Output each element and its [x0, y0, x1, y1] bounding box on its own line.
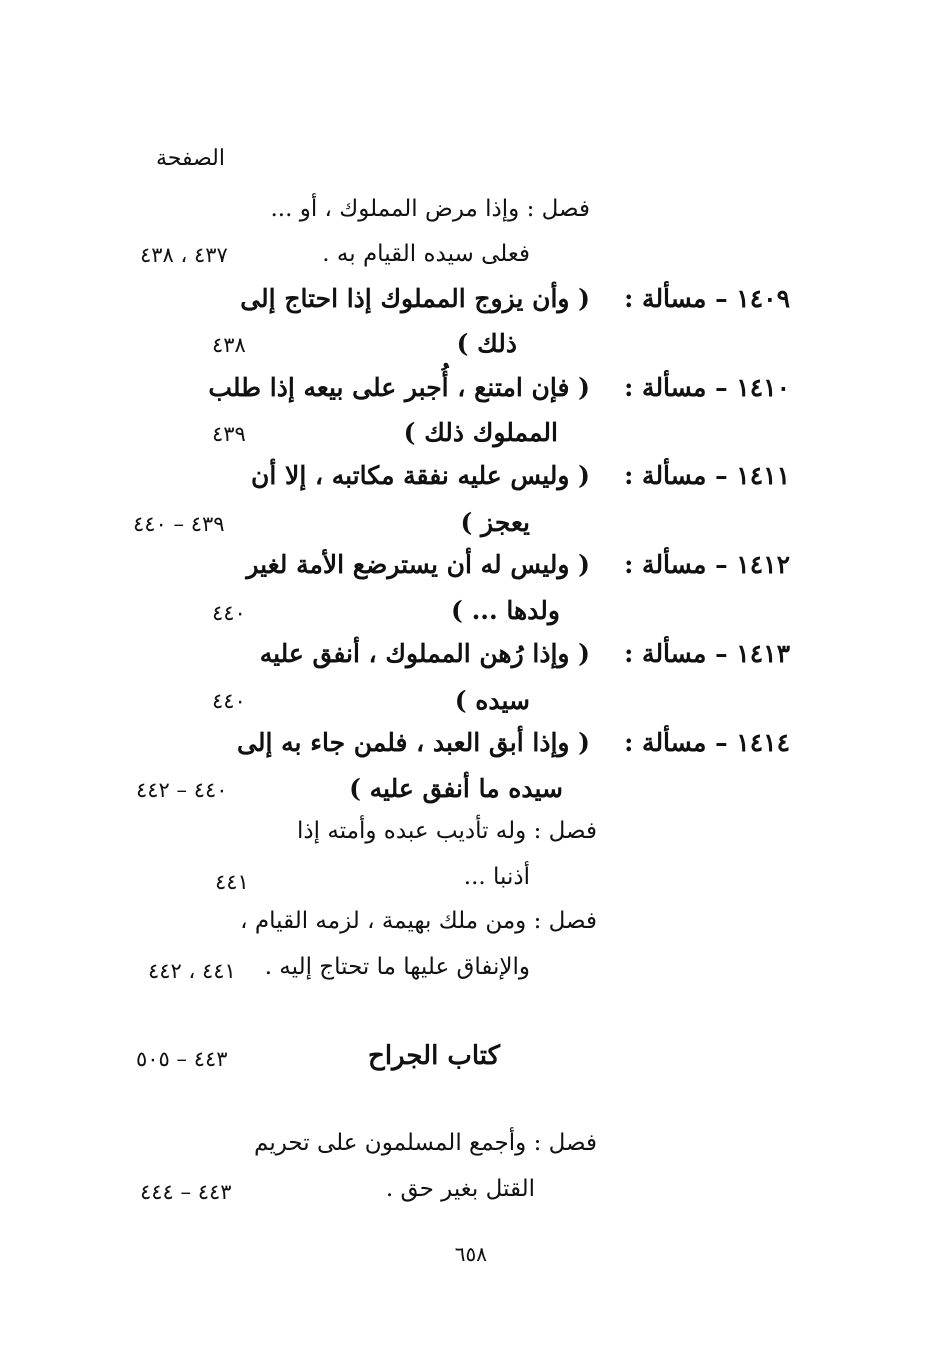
entry-text-line: ( وليس عليه نفقة مكاتبه ، إلا أن [251, 461, 590, 490]
entry-text-line: فصل : وأجمع المسلمون على تحريم [254, 1130, 597, 1156]
entry-text-line: ( وإذا أبق العبد ، فلمن جاء به إلى [237, 728, 590, 757]
entry-text-line: يعجز ) [460, 508, 530, 537]
entry-page-ref: ٤٣٩ – ٤٤٠ [133, 512, 225, 536]
book-title: كتاب الجراح [368, 1041, 500, 1071]
entry-text-line: سيده ما أنفق عليه ) [349, 774, 563, 803]
entry-page-ref: ٤٣٧ ، ٤٣٨ [140, 243, 228, 267]
entry-text-line: سيده ) [454, 686, 530, 715]
entry-page-ref: ٤٤١ [215, 870, 249, 894]
entry-text-line: ( وإذا رُهن المملوك ، أنفق عليه [259, 639, 590, 668]
entry-page-ref: ٤٣٩ [212, 422, 246, 446]
entry-page-ref: ٤٤٠ [212, 689, 246, 713]
entry-page-ref: ٤٣٨ [212, 333, 246, 357]
entry-text-line: ( وليس له أن يسترضع الأمة لغير [246, 550, 590, 579]
book-page-range: ٤٤٣ – ٥٠٥ [136, 1047, 228, 1071]
entry-text-line: ذلك ) [456, 329, 517, 358]
entry-text-line: فصل : وله تأديب عبده وأمته إذا [297, 818, 597, 844]
entry-text-line: ولدها ... ) [451, 596, 560, 625]
entry-text-line: المملوك ذلك ) [403, 418, 558, 447]
entry-page-ref: ٤٤٠ [212, 601, 246, 625]
entry-text-line: القتل بغير حق . [385, 1176, 535, 1202]
entry-text-line: أذنبا ... [463, 864, 530, 890]
page-column-header: الصفحة [155, 146, 225, 171]
page-number: ٦٥٨ [454, 1242, 487, 1266]
entry-label: ١٤١٤ – مسألة : [624, 728, 790, 757]
entry-text-line: والإنفاق عليها ما تحتاج إليه . [264, 954, 530, 980]
entry-label: ١٤١٠ – مسألة : [624, 373, 790, 402]
entry-label: ١٤١٢ – مسألة : [624, 550, 790, 579]
entry-text-line: ( فإن امتنع ، أُجبر على بيعه إذا طلب [208, 373, 590, 402]
entry-text-line: ( وأن يزوج المملوك إذا احتاج إلى [240, 284, 590, 313]
entry-text-line: فصل : وإذا مرض المملوك ، أو ... [270, 196, 590, 222]
entry-page-ref: ٤٤١ ، ٤٤٢ [148, 959, 236, 983]
entry-label: ١٤٠٩ – مسألة : [624, 284, 790, 313]
entry-page-ref: ٤٤٣ – ٤٤٤ [140, 1180, 232, 1204]
entry-label: ١٤١٣ – مسألة : [624, 639, 790, 668]
entry-text-line: فصل : ومن ملك بهيمة ، لزمه القيام ، [240, 908, 597, 934]
entry-label: ١٤١١ – مسألة : [624, 461, 790, 490]
entry-text-line: فعلى سيده القيام به . [322, 241, 530, 267]
entry-page-ref: ٤٤٠ – ٤٤٢ [136, 778, 228, 802]
